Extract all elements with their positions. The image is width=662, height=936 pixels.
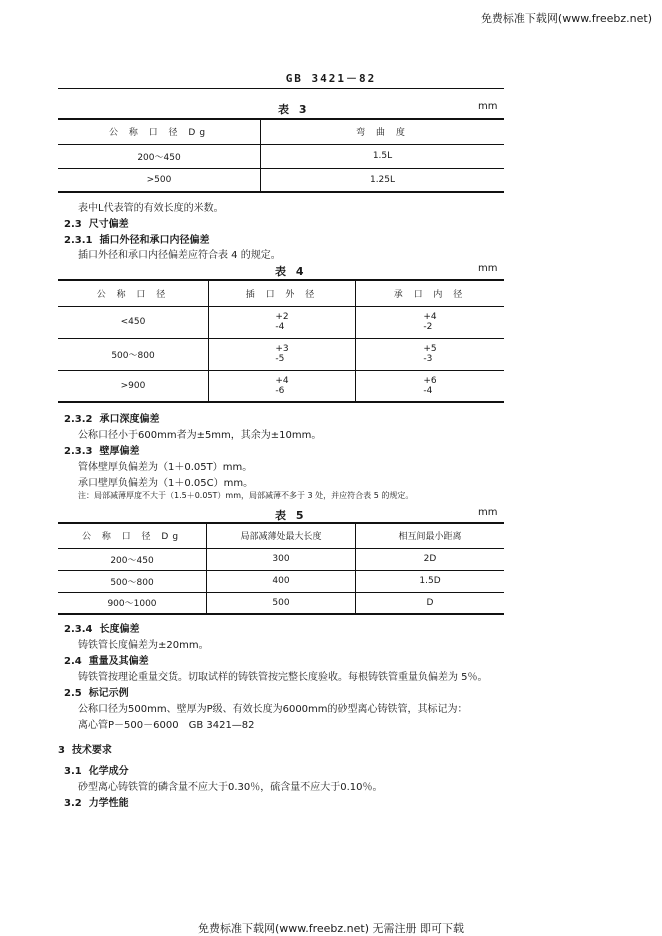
section-number: 2.3.3 xyxy=(64,446,93,457)
socket-wall-tolerance-line: 承口壁厚负偏差为（1＋0.05C）mm。 xyxy=(78,478,254,489)
table4-cell: <450 xyxy=(58,306,209,338)
tolerance-lower: -2 xyxy=(423,322,433,332)
tolerance-lower: -3 xyxy=(423,354,433,364)
tolerance-upper: +6 xyxy=(423,375,437,386)
table-row xyxy=(58,168,504,192)
table-row xyxy=(58,370,504,402)
table5-header-dg: 公 称 口 径 Dg xyxy=(58,523,207,548)
tolerance-lower: -4 xyxy=(423,385,433,396)
table4-cell: 500～800 xyxy=(58,338,209,370)
table5-cell: D xyxy=(356,592,505,614)
tolerance-upper: +5 xyxy=(423,344,437,354)
table3-caption: 表 3 xyxy=(278,103,310,116)
table3-cell: 200～450 xyxy=(58,144,261,168)
section-title: 化学成分 xyxy=(88,766,129,777)
tolerance-lower: -5 xyxy=(275,354,285,364)
header-rule xyxy=(58,88,504,89)
table3-header-dg: 公 称 口 径 Dg xyxy=(58,119,261,144)
section-body: 铸铁管按理论重量交货。切取试样的铸铁管按完整长度验收。每根铸铁管重量负偏差为 5％。 xyxy=(78,672,488,683)
thinning-note: 注：局部减薄厚度不大于（1.5＋0.05T）mm，局部减薄不多于 3 处，并应符合表 5 的规定。 xyxy=(78,491,414,500)
section-number: 2.3.1 xyxy=(64,235,93,246)
doc-number: GB 3421－82 xyxy=(285,72,377,85)
table4-header-spigot: 插 口 外 径 xyxy=(209,280,356,306)
table5-caption: 表 5 xyxy=(275,509,307,522)
watermark-bottom: 免费标准下载网(www.freebz.net) 无需注册 即可下载 xyxy=(197,922,465,935)
note-L: 表中L代表管的有效长度的米数。 xyxy=(78,203,224,214)
table4-header-socket: 承 口 内 径 xyxy=(356,280,505,306)
tolerance-lower: -4 xyxy=(275,322,285,332)
section-title: 标记示例 xyxy=(88,688,129,699)
section-body: 公称口径为500mm、壁厚为P级、有效长度为6000mm的砂型离心铸铁管，其标记为： xyxy=(78,704,468,715)
section-body: 铸铁管长度偏差为±20mm。 xyxy=(78,640,209,651)
tolerance-upper: +2 xyxy=(275,312,289,322)
table3-header-bend: 弯 曲 度 xyxy=(261,119,505,144)
table5 xyxy=(58,522,504,615)
table4-unit: mm xyxy=(478,263,498,274)
table5-cell: 500 xyxy=(207,592,356,614)
table5-cell: 200～450 xyxy=(58,548,207,570)
table3 xyxy=(58,118,504,193)
table5-header-length: 局部减薄处最大长度 xyxy=(207,523,356,548)
section-title: 尺寸偏差 xyxy=(88,219,129,230)
section-number: 2.5 xyxy=(64,688,82,699)
table4-header-dn: 公 称 口 径 xyxy=(58,280,209,306)
section-number: 2.3.2 xyxy=(64,414,93,425)
tolerance-lower: -6 xyxy=(275,385,285,396)
section-title: 承口深度偏差 xyxy=(99,414,160,425)
table4 xyxy=(58,279,504,403)
table-row xyxy=(58,144,504,168)
section-number: 2.4 xyxy=(64,656,82,667)
section-number: 2.3 xyxy=(64,219,82,230)
section-title: 重量及其偏差 xyxy=(88,656,149,667)
table5-cell: 400 xyxy=(207,570,356,592)
section-number: 3.1 xyxy=(64,766,82,777)
section-number: 3 xyxy=(58,745,65,756)
wall-tolerance-line: 管体壁厚负偏差为（1＋0.05T）mm。 xyxy=(78,462,253,473)
section-title: 长度偏差 xyxy=(99,624,140,635)
section-body: 公称口径小于600mm者为±5mm，其余为±10mm。 xyxy=(78,430,322,441)
table5-header-distance: 相互间最小距离 xyxy=(356,523,505,548)
section-title: 力学性能 xyxy=(88,798,129,809)
table5-cell: 500～800 xyxy=(58,570,207,592)
tolerance-upper: +4 xyxy=(423,312,437,322)
table-row xyxy=(58,570,504,592)
table4-cell: >900 xyxy=(58,370,209,402)
section-title: 插口外径和承口内径偏差 xyxy=(99,235,210,246)
table-row xyxy=(58,548,504,570)
watermark-top: 免费标准下载网(www.freebz.net) xyxy=(480,12,652,25)
section-body: 砂型离心铸铁管的磷含量不应大于0.30％，硫含量不应大于0.10％。 xyxy=(78,782,383,793)
table3-cell: >500 xyxy=(58,168,261,192)
section-number: 2.3.4 xyxy=(64,624,93,635)
table4-caption: 表 4 xyxy=(275,265,307,278)
tolerance-upper: +4 xyxy=(275,375,289,386)
section-title: 技术要求 xyxy=(71,745,112,756)
table5-unit: mm xyxy=(478,507,498,518)
table-row xyxy=(58,338,504,370)
section-number: 3.2 xyxy=(64,798,82,809)
table-row xyxy=(58,306,504,338)
table5-cell: 300 xyxy=(207,548,356,570)
table3-cell: 1.5L xyxy=(261,144,505,168)
section-title: 壁厚偏差 xyxy=(99,446,140,457)
table3-unit: mm xyxy=(478,101,498,112)
table-row xyxy=(58,592,504,614)
marking-example: 离心管P－500－6000 GB 3421—82 xyxy=(78,720,255,731)
table3-cell: 1.25L xyxy=(261,168,505,192)
table5-cell: 1.5D xyxy=(356,570,505,592)
tolerance-upper: +3 xyxy=(275,344,289,354)
table5-cell: 900～1000 xyxy=(58,592,207,614)
table5-cell: 2D xyxy=(356,548,505,570)
section-body: 插口外径和承口内径偏差应符合表 4 的规定。 xyxy=(78,250,281,261)
